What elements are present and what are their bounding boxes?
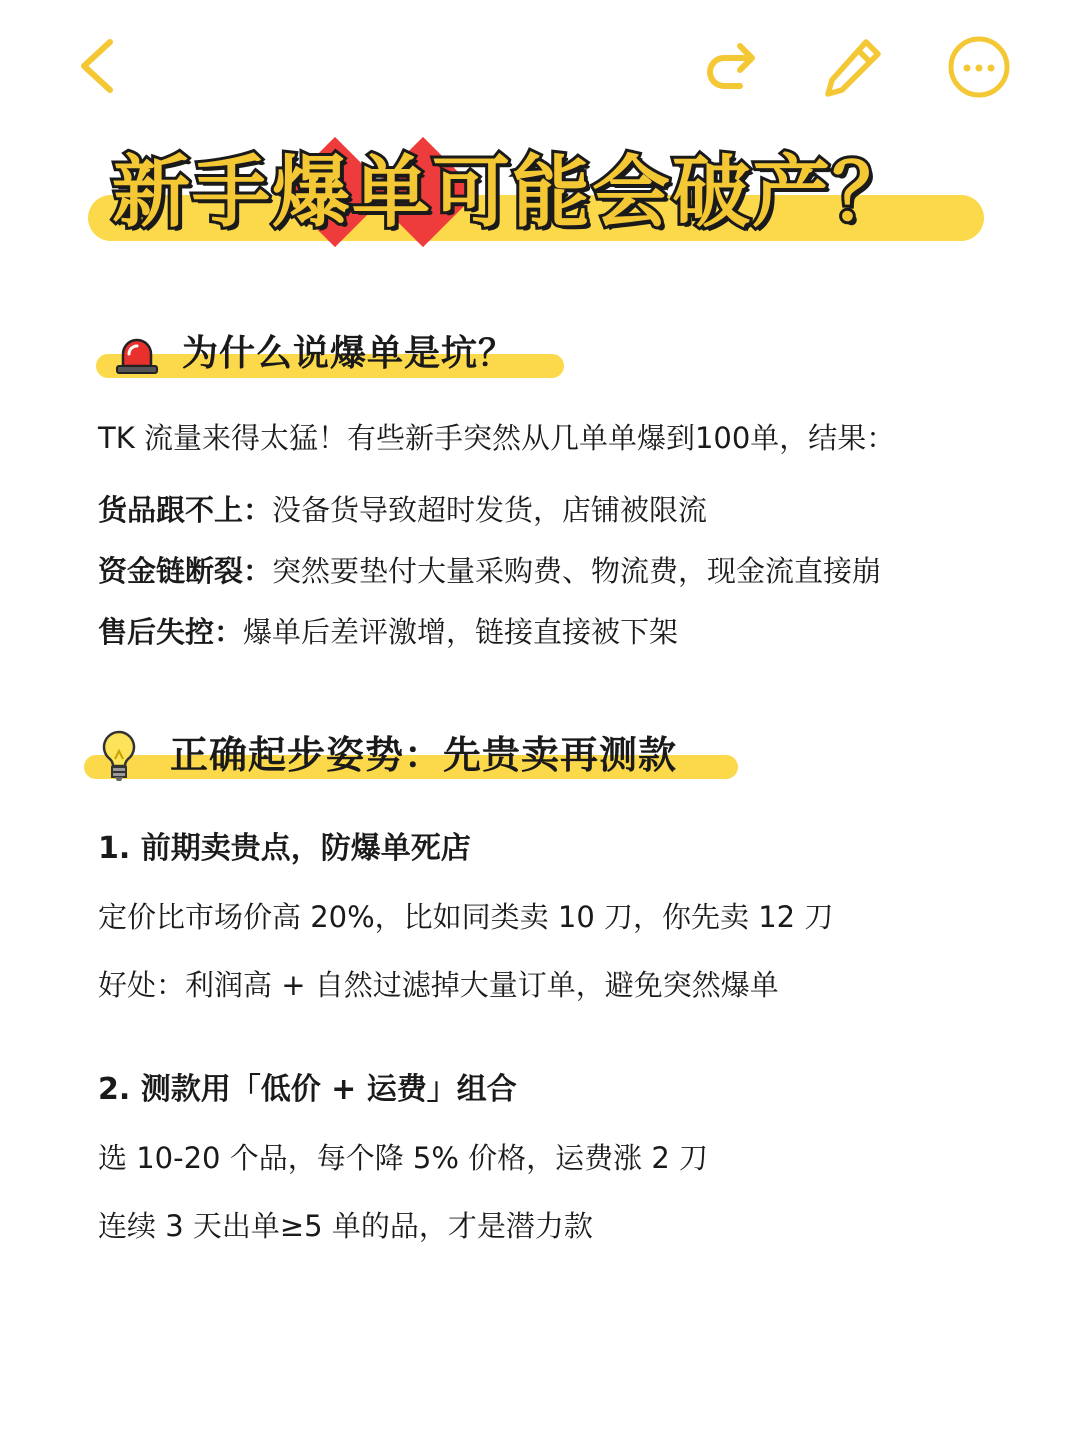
step-title: 2. 测款用「低价 + 运费」组合	[98, 1072, 517, 1107]
intro-text: TK 流量来得太猛！有些新手突然从几单单爆到100单，结果：	[98, 421, 896, 455]
back-chevron-icon[interactable]	[70, 36, 126, 96]
item-label: 货品跟不上：	[98, 493, 273, 527]
section-heading-text: 正确起步姿势：先贵卖再测款	[170, 733, 678, 777]
section-heading-why	[96, 326, 576, 386]
more-options-icon[interactable]	[946, 34, 1012, 100]
item-label: 售后失控：	[98, 615, 244, 649]
step-title: 1. 前期卖贵点，防爆单死店	[98, 831, 471, 866]
share-arrow-icon[interactable]	[700, 36, 764, 96]
lightbulb-icon	[100, 729, 138, 783]
item-label: 资金链断裂：	[98, 554, 273, 588]
item-text: 突然要垫付大量采购费、物流费，现金流直接崩	[272, 554, 882, 588]
item-text: 爆单后差评激增，链接直接被下架	[243, 615, 679, 649]
list-item	[98, 490, 707, 530]
section-heading-start	[84, 727, 744, 787]
step-line: 选 10-20 个品，每个降 5% 价格，运费涨 2 刀	[98, 1141, 709, 1175]
list-item	[98, 612, 678, 652]
title-banner	[88, 135, 988, 260]
step-line: 连续 3 天出单≥5 单的品，才是潜力款	[98, 1209, 593, 1243]
page-title: 新手爆单可能会破产？	[112, 148, 913, 238]
list-item	[98, 551, 881, 591]
siren-icon	[114, 332, 160, 376]
item-text: 没备货导致超时发货，店铺被限流	[272, 493, 708, 527]
step-line: 定价比市场价高 20%，比如同类卖 10 刀，你先卖 12 刀	[98, 900, 834, 934]
pencil-icon[interactable]	[820, 34, 886, 100]
section-heading-text: 为什么说爆单是坑？	[182, 333, 516, 374]
step-line: 好处：利润高 + 自然过滤掉大量订单，避免突然爆单	[98, 968, 779, 1002]
